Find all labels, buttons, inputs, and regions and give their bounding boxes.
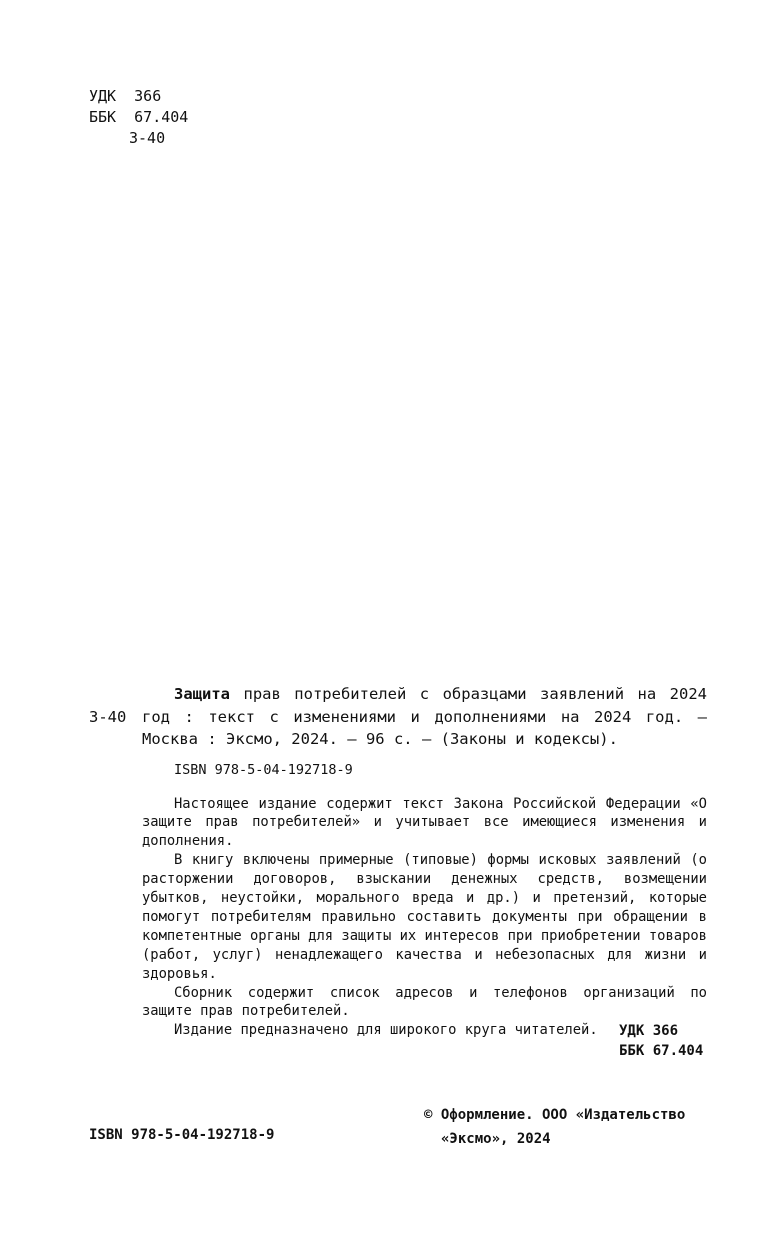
classification-codes-right <box>619 1021 703 1061</box>
annotation-paragraph: Издание предназначено для широкого круга читателей. <box>174 1022 598 1039</box>
annotation <box>142 795 707 1041</box>
citation-rest: прав потребителей с образцами заявлений на 2024 год : текст с изменениями и дополнениями на 2024 год. — Москва : Эксмо, 2024. — 96 с. — (Законы и кодексы). <box>142 685 707 748</box>
bbk-code: ББК 67.404 <box>89 108 189 126</box>
udk-code-right: УДК 366 <box>619 1023 679 1039</box>
bbk-code-right: ББК 67.404 <box>619 1043 704 1059</box>
annotation-paragraph: Настоящее издание содержит текст Закона Российской Федерации «О защите прав потребителей» и учитывает все имеющиеся изменения и дополнения. <box>142 795 707 850</box>
copyright-notice <box>424 1103 714 1151</box>
copyright-line-1: © Оформление. ООО «Издательство <box>424 1107 686 1123</box>
annotation-paragraph: Сборник содержит список адресов и телефонов организаций по защите прав потребителей. <box>142 984 707 1020</box>
isbn-inline: ISBN 978-5-04-192718-9 <box>174 761 353 778</box>
classification-codes-top <box>89 86 188 149</box>
isbn-bottom: ISBN 978-5-04-192718-9 <box>89 1127 275 1143</box>
bibliographic-record <box>142 683 707 1040</box>
copyright-line-2: «Эксмо», 2024 <box>441 1131 551 1147</box>
citation-title: Защита <box>174 685 230 703</box>
author-mark-margin: З-40 <box>89 708 127 726</box>
annotation-paragraph: В книгу включены примерные (типовые) формы исковых заявлений (о расторжении договоров, взыскании денежных средств, возмещении убытков, неустойки, морального вреда и др.) и претензий, которые помогут потребителям правильно составить документы при обращении в компетентные органы для защиты их интересов при приобретении товаров (работ, услуг) ненадлежащего качества и небезопасных для жизни и здоровья. <box>142 852 707 982</box>
author-mark: З-40 <box>129 129 166 147</box>
citation <box>142 683 707 751</box>
udk-code: УДК 366 <box>89 87 162 105</box>
